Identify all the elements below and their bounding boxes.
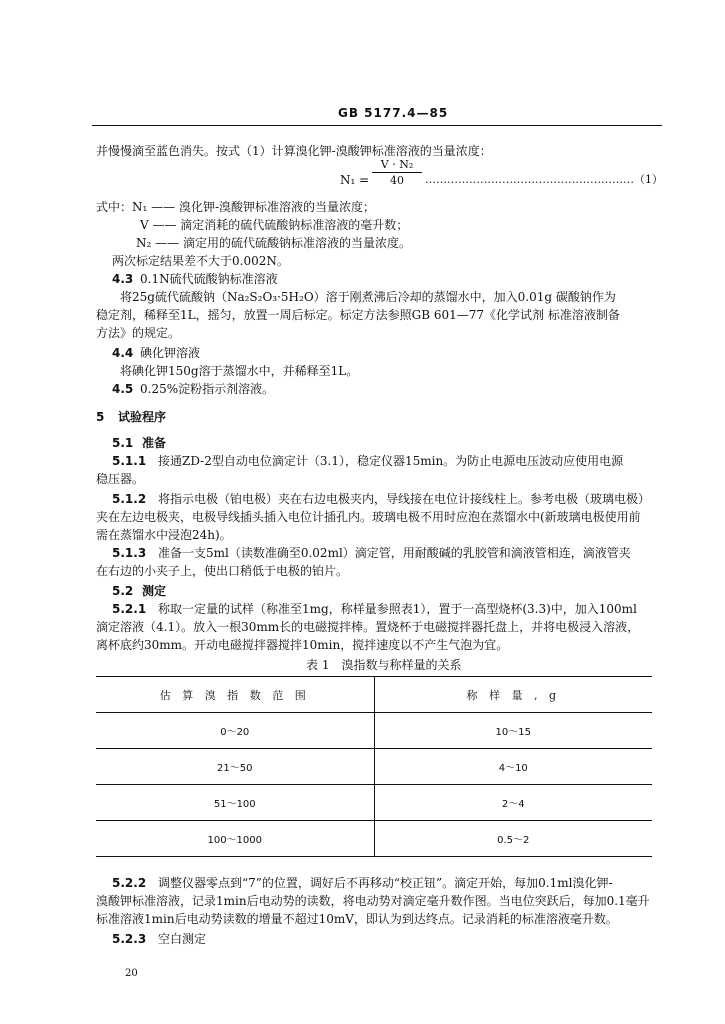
section-number: 5.2 (112, 584, 134, 598)
table-row (96, 821, 652, 856)
section-title: 0.1N硫代硫酸钠标准溶液 (140, 272, 278, 286)
section-number: 5 (96, 410, 105, 424)
paragraph-line: 溴酸钾标准溶液，记录1min后电动势的读数，将电动势对滴定毫升数作图。当电位突跃后，每加0.1毫升 (96, 894, 650, 908)
table-header-cell: 称 样 量 , g (466, 688, 561, 702)
section-title: 空白测定 (158, 932, 207, 946)
table-row (96, 713, 652, 749)
formula-numerator: V · N₂ (380, 158, 414, 171)
section-number: 4.3 (112, 272, 134, 286)
table-row (96, 785, 652, 821)
paragraph-line: 将碘化钾150g溶于蒸馏水中，并稀释至1L。 (120, 364, 359, 378)
paragraph-line: 离杯底约30mm。开动电磁搅拌器搅拌10min，搅拌速度以不产生气泡为宜。 (96, 638, 509, 652)
page-number: 20 (125, 968, 138, 979)
table-cell: 0～20 (96, 713, 375, 748)
standard-number-header: GB 5177.4—85 (338, 106, 449, 120)
formula-fraction (372, 158, 422, 187)
formula-lhs: N₁ = (340, 173, 370, 187)
section-number: 5.1.2 (112, 492, 147, 506)
paragraph-line: 准备一支5ml（读数准确至0.02ml）滴定管，用耐酸碱的乳胶管和滴液管相连，滴液管夹 (158, 546, 631, 560)
section-title: 试验程序 (118, 410, 167, 424)
paragraph-line: 滴定溶液（4.1）。放入一根30mm长的电磁搅拌棒。置烧杯于电磁搅拌器托盘上，并将电极浸入溶液， (96, 620, 640, 634)
table-cell: 100～1000 (96, 821, 375, 856)
table-cell: 0.5～2 (497, 835, 530, 846)
table-cell: 51～100 (96, 785, 375, 820)
formula-number: …………………………………………………（1） (425, 173, 663, 186)
table-caption: 表 1 溴指数与称样量的关系 (306, 658, 462, 672)
section-title: 测定 (142, 584, 167, 598)
paragraph-line: 调整仪器零点到“7”的位置，调好后不再移动“校正钮”。滴定开始，每加0.1ml溴化钾- (158, 876, 613, 890)
section-title: 0.25%淀粉指示剂溶液。 (140, 382, 275, 396)
section-number: 5.2.1 (112, 602, 147, 616)
paragraph-line: 将指示电极（铂电极）夹在右边电极夹内，导线接在电位计接线柱上。参考电极（玻璃电极） (158, 492, 651, 506)
section-number: 5.2.2 (112, 876, 147, 890)
weighing-table (96, 676, 652, 857)
paragraph-line: 稳压器。 (96, 472, 145, 486)
where-line: V —— 滴定消耗的硫代硫酸钠标准溶液的毫升数； (140, 218, 409, 232)
table-cell: 10～15 (495, 727, 531, 738)
section-number: 5.1 (112, 436, 134, 450)
section-title: 碘化钾溶液 (140, 346, 201, 360)
table-cell: 4～10 (498, 763, 528, 774)
section-number: 4.4 (112, 346, 134, 360)
paragraph-line: 并慢慢滴至蓝色消失。按式（1）计算溴化钾-溴酸钾标准溶液的当量浓度： (96, 144, 492, 158)
section-number: 5.1.3 (112, 546, 147, 560)
paragraph-line: 方法》的规定。 (96, 326, 181, 340)
section-number: 4.5 (112, 382, 134, 396)
table-cell: 21～50 (96, 749, 375, 784)
where-line: N₂ —— 滴定用的硫代硫酸钠标准溶液的当量浓度。 (136, 236, 411, 250)
fraction-bar (372, 172, 422, 173)
paragraph-line: 夹在左边电极夹，电极导线插头插入电位计插孔内。玻璃电极不用时应泡在蒸馏水中(新玻璃电极使用前 (96, 510, 641, 524)
header-rule (92, 125, 662, 126)
formula-denominator: 40 (390, 174, 404, 187)
table-cell: 2～4 (501, 799, 525, 810)
section-number: 5.2.3 (112, 932, 147, 946)
paragraph-line: 将25g硫代硫酸钠（Na₂S₂O₃·5H₂O）溶于刚煮沸后冷却的蒸馏水中，加入0.01g 碳酸钠作为 (120, 290, 616, 304)
where-line: 式中：N₁ —— 溴化钾-溴酸钾标准溶液的当量浓度； (96, 200, 375, 214)
paragraph-line: 称取一定量的试样（称准至1mg，称样量参照表1），置于一高型烧杯(3.3)中，加入100ml (158, 602, 637, 616)
paragraph-line: 两次标定结果差不大于0.002N。 (112, 254, 289, 268)
paragraph-line: 稳定剂，稀释至1L，摇匀，放置一周后标定。标定方法参照GB 601—77《化学试剂 标准溶液制备 (96, 308, 620, 322)
section-title: 准备 (142, 436, 167, 450)
table-header-cell: 估 算 溴 指 数 范 围 (96, 677, 375, 712)
paragraph-line: 在右边的小夹子上，使出口稍低于电极的铂片。 (96, 564, 349, 578)
table-header-row (96, 677, 652, 713)
section-number: 5.1.1 (112, 454, 147, 468)
paragraph-line: 需在蒸馏水中浸泡24h)。 (96, 528, 232, 542)
paragraph-line: 标准溶液1min后电动势读数的增量不超过10mV，即认为到达终点。记录消耗的标准溶液毫升数。 (96, 912, 618, 926)
table-row (96, 749, 652, 785)
paragraph-line: 接通ZD-2型自动电位滴定计（3.1），稳定仪器15min。为防止电源电压波动应使用电源 (158, 454, 624, 468)
